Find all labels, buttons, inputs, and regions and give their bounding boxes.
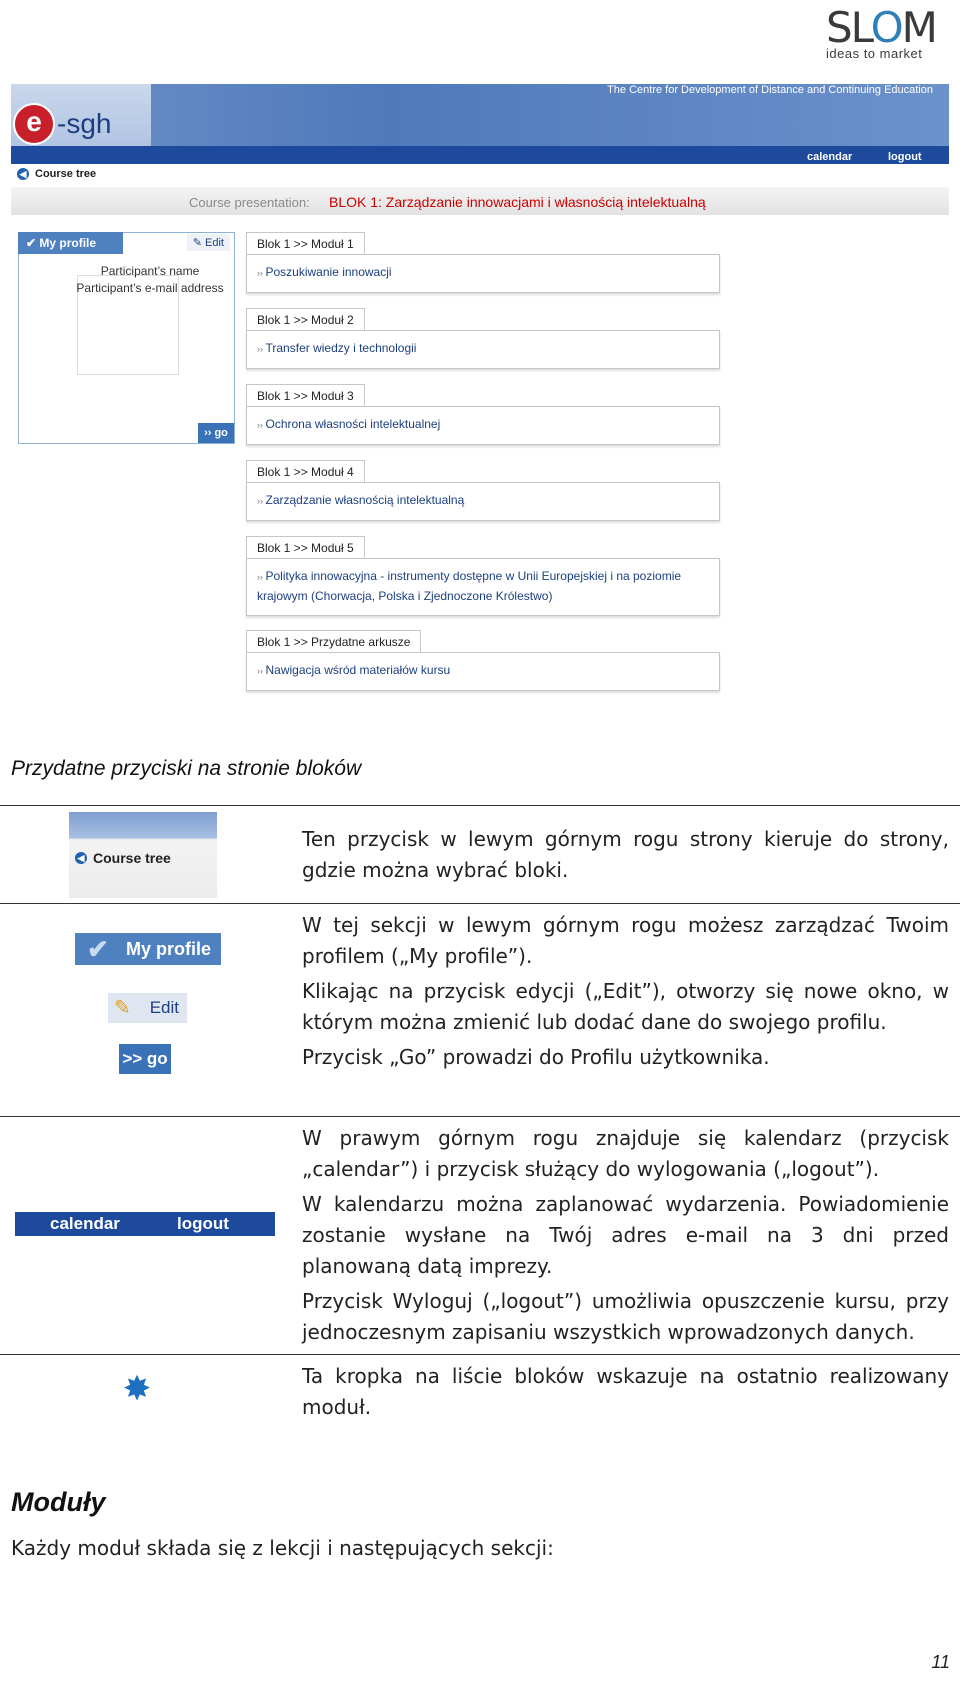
my-profile-label: My profile: [39, 236, 97, 250]
go-illustration: >> go: [119, 1044, 171, 1074]
participant-name: Participant’s name: [100, 264, 200, 278]
paragraph: Ten przycisk w lewym górnym rogu strony kieruje do strony, gdzie można wybrać bloki.: [302, 827, 949, 882]
module-link[interactable]: ›› Polityka innowacyjna - instrumenty dostępne w Unii Europejskiej i na poziomie krajowym (Chorwacja, Polska i Zjednoczone Królestwo): [257, 569, 682, 603]
paragraph: Ta kropka na liście bloków wskazuje na ostatnio realizowany moduł.: [302, 1364, 949, 1419]
esgh-banner: [11, 84, 949, 164]
course-presentation-bar: [11, 187, 949, 215]
course-page-screenshot: [11, 84, 949, 694]
pencil-icon: ✎: [114, 997, 131, 1019]
paragraph: Przycisk „Go” prowadzi do Profilu użytkownika.: [302, 1045, 770, 1069]
participant-info: [69, 263, 231, 297]
row-profile-text: [302, 910, 949, 1073]
module-tab[interactable]: Blok 1 >> Moduł 3: [246, 384, 365, 407]
slom-logo: [826, 3, 950, 64]
module-link[interactable]: ›› Nawigacja wśród materiałów kursu: [257, 663, 451, 677]
paragraph: W tej sekcji w lewym górnym rogu możesz zarządzać Twoim profilem („My profile”).: [302, 913, 949, 968]
back-arrow-icon: ◀: [75, 852, 87, 864]
profile-panel: [18, 232, 235, 444]
module-tab[interactable]: Blok 1 >> Moduł 2: [246, 308, 365, 331]
centre-title: The Centre for Development of Distance and Continuing Education: [607, 84, 933, 96]
checkmark-icon: ✔: [26, 236, 40, 250]
module-tab[interactable]: Blok 1 >> Przydatne arkusze: [246, 630, 421, 653]
module-tab[interactable]: Blok 1 >> Moduł 1: [246, 232, 365, 255]
my-profile-illustration: [75, 933, 221, 965]
paragraph: W kalendarzu można zaplanować wydarzenia. Powiadomienie zostanie wysłane na Twój adres e-mail na 3 dni przed planowaną datą imprezy.: [302, 1192, 949, 1278]
logo-part1: SL: [826, 3, 871, 52]
course-tree-illustration-label: Course tree: [93, 850, 171, 866]
paragraph: Klikając na przycisk edycji („Edit”), otworzy się nowe okno, w którym można zmienić lub dodać dane do swojego profilu.: [302, 979, 949, 1034]
table-rule: [0, 903, 960, 904]
calendar-illustration-label: calendar: [50, 1214, 120, 1233]
table-rule: [0, 1116, 960, 1117]
logout-illustration-label: logout: [177, 1214, 229, 1233]
table-rule: [0, 1354, 960, 1355]
edit-button[interactable]: [187, 234, 230, 251]
pencil-icon: ✎: [192, 237, 206, 249]
module-tab[interactable]: Blok 1 >> Moduł 5: [246, 536, 365, 559]
row-course-tree-text: [302, 824, 949, 886]
calendar-logout-illustration: [15, 1212, 275, 1236]
my-profile-illustration-label: My profile: [125, 939, 211, 959]
logo-part3: M: [901, 3, 936, 52]
module-tab[interactable]: Blok 1 >> Moduł 4: [246, 460, 365, 483]
presentation-label: Course presentation:: [189, 195, 310, 210]
logout-link[interactable]: logout: [888, 151, 922, 163]
go-button[interactable]: ›› go: [198, 423, 234, 443]
esgh-logo: [13, 104, 111, 144]
module-link[interactable]: ›› Zarządzanie własnością intelektualną: [257, 493, 465, 507]
module-link[interactable]: ›› Ochrona własności intelektualnej: [257, 417, 441, 431]
edit-illustration-label: Edit: [149, 998, 179, 1017]
course-tree-illustration: [69, 812, 217, 898]
edit-illustration: [108, 993, 187, 1023]
row-calendar-text: [302, 1123, 949, 1348]
modules-lead: Każdy moduł składa się z lekcji i następujących sekcji:: [11, 1536, 554, 1560]
course-tree-link[interactable]: [17, 168, 96, 180]
esgh-wordmark: -sgh: [57, 108, 112, 139]
paragraph: W prawym górnym rogu znajduje się kalendarz (przycisk „calendar”) i przycisk służący do wylogowania („logout”).: [302, 1126, 949, 1181]
paragraph: Przycisk Wyloguj („logout”) umożliwia opuszczenie kursu, przy jednoczesnym zapisaniu wszystkich wprowadzonych danych.: [302, 1289, 949, 1344]
calendar-link[interactable]: calendar: [807, 151, 853, 163]
back-arrow-icon: ◀: [17, 168, 29, 180]
module-link[interactable]: ›› Transfer wiedzy i technologii: [257, 341, 417, 355]
module-link[interactable]: ›› Poszukiwanie innowacji: [257, 265, 392, 279]
logo-part2: O: [870, 3, 902, 52]
my-profile-tab[interactable]: [18, 232, 123, 254]
edit-label: Edit: [205, 237, 224, 249]
checkmark-icon: ✔: [87, 934, 109, 964]
course-tree-label: Course tree: [35, 168, 97, 180]
logo-tagline: ideas to market: [826, 46, 923, 61]
esgh-e-mark: e: [13, 103, 55, 145]
page-number: 11: [931, 1652, 950, 1672]
modules-heading: Moduły: [11, 1487, 106, 1517]
star-burst-icon: ✸: [122, 1370, 152, 1408]
section-heading: Przydatne przyciski na stronie bloków: [11, 757, 362, 780]
participant-email: Participant’s e-mail address: [76, 281, 224, 295]
row-dot-text: [302, 1361, 949, 1423]
presentation-title: BLOK 1: Zarządzanie innowacjami i własnością intelektualną: [329, 194, 706, 210]
table-rule: [0, 805, 960, 806]
